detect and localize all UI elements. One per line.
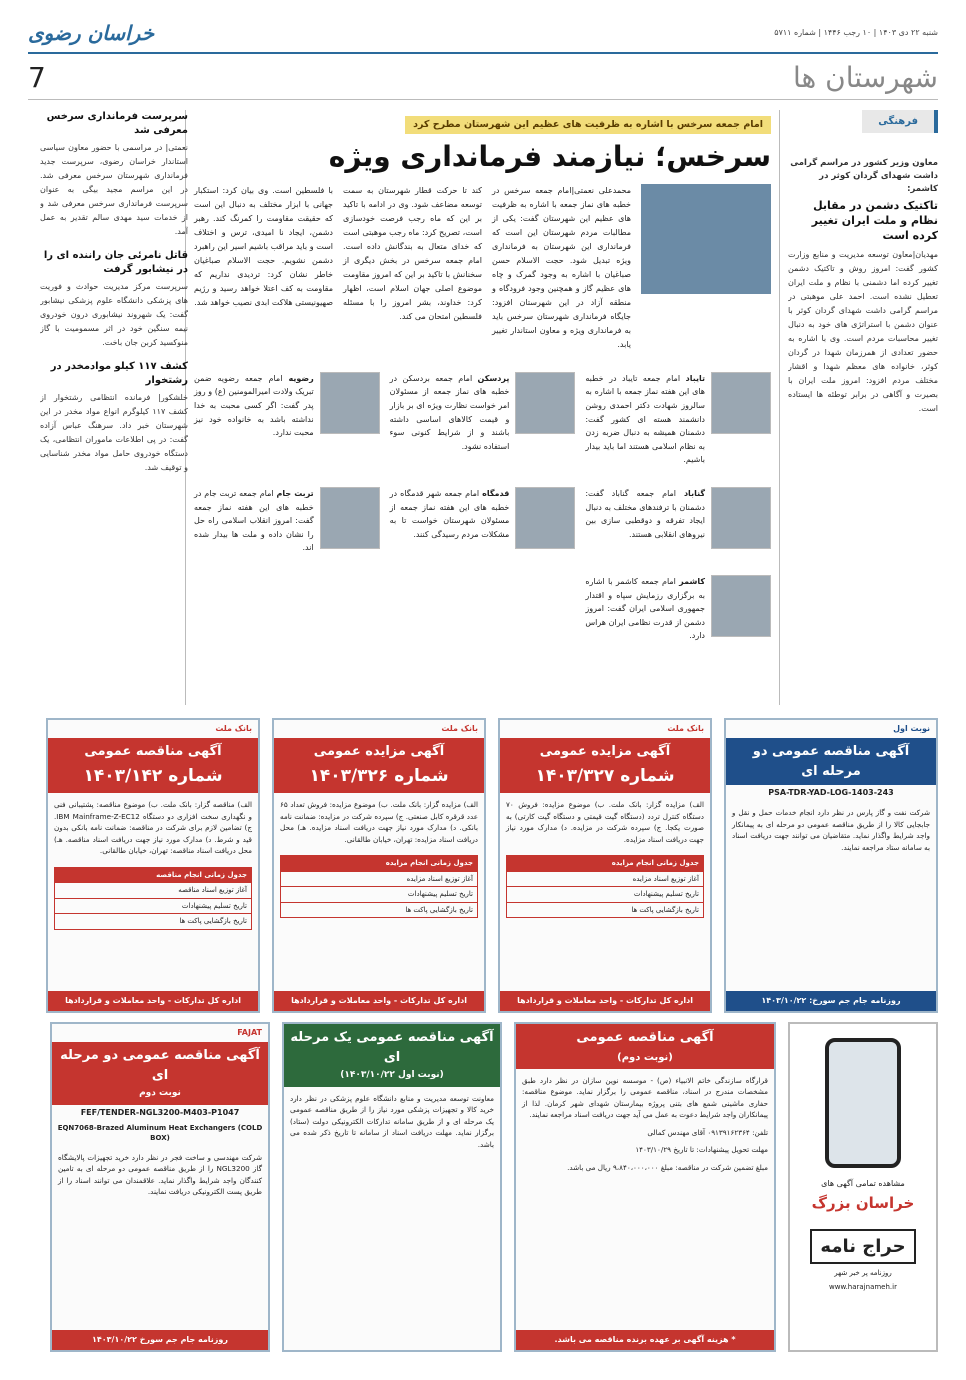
ad-label: نوبت دوم [139, 1088, 181, 1098]
mini-text: امام جمعه بردسکن در خطبه های نماز جمعه از مسئولان امر خواست نظارت ویژه ای بر بازار و قیمت کالاهای اساسی داشته باشند و از شرایط کنونی سوء استفاده نشود. [389, 373, 510, 451]
lead-text-c: با فلسطین است. وی بیان کرد: استکبار جهانی با ابزار مختلف به دنبال این است که حقیقت مقاومت را کمرنگ کند. رهبر دشمن، ایجاد نا امیدی، ترس و اختلاف است و باید مراقب باشیم اسیر این راهبرد دشمن نشویم. حجت الاسلام صباغیان خاطر نشان کرد: تردیدی نداریم که مقاومت به کف اعتلا خواهد رسید و رژیم صهیونیستی هلاکت ابدی نصیب خواهد شد. [194, 185, 333, 307]
harajnameh-logo: حراج نامه [810, 1229, 915, 1264]
ad-number: شماره ۱۴۰۳/۳۲۷ [535, 765, 675, 786]
ad-medical-tender[interactable] [282, 1022, 502, 1352]
ad-fajat-tender[interactable] [50, 1022, 270, 1352]
mini-text: امام جمعه تایباد در خطبه های این هفته نماز جمعه با اشاره به سالروز شهادت دکتر احمدی روشن دانشمند هسته ای کشور گفت: دشمنان همیشه به دنبال ضربه زدن به نظام اسلامی هستند اما باید بیدار باشیم. [585, 373, 705, 465]
cleric-photo [320, 487, 380, 549]
ad-subtitle: (نوبت اول ۱۴۰۳/۱۰/۲۲) [340, 1070, 444, 1080]
table-header: جدول زمانی انجام مناقصه [156, 870, 247, 879]
brief-body: نعمتی| در مراسمی با حضور معاون سیاسی استاندار خراسان رضوی، سرپرست جدید فرمانداری شهرستان سرخس معرفی شد. در این مراسم مجید بیگی به عنوان سرپرست فرمانداری سرخس معرفی شد و از خدمات سید مهدی سالم تقدیر به عمل آمد. [40, 143, 188, 236]
ad-khatam-tender[interactable] [514, 1022, 776, 1352]
ad-body: معاونت توسعه مدیریت و منابع دانشگاه علوم پزشکی در نظر دارد خرید کالا و تجهیزات پزشکی مورد نیاز را از طریق مناقصه عمومی یک مرحله ای و از طریق سامانه تدارکات الکترونیکی دولت (ستاد) برگزار نماید. مهلت دریافت اسناد از سامانه تا تاریخ ذکر شده می باشد. [290, 1093, 494, 1149]
ad-body: شرکت نفت و گاز پارس در نظر دارد انجام خدمات حمل و نقل و جابجایی کالا را از طریق مناقصه عمومی دو مرحله ای به پیمانکار واجد شرایط واگذار نماید. متقاضیان می توانند جهت دریافت اسناد به سامانه ستاد مراجعه نمایند. [732, 808, 930, 852]
mini-story [585, 372, 771, 467]
story-body: مهدیان|معاون توسعه مدیریت و منابع وزارت کشور گفت: امروز روش و تاکتیک دشمن تغییر کرده اما دشمنی با نظام و ملت ایران تعطیل نشده است. احمد علی موهبتی در مراسم گرامی داشت شهدای گردان کوثر با عنوان دشمن با استراتژی های خود به دنبال تغییر محاسبات مردم است. وی با اشاره به حضور تعدادی از همرزمان شهدا در گردان کوثر، خانواده های معظم شهدا و اقشار مختلف مردم افزود: امروز ملت ایران با بصیرت و آگاهی در برابر توطئه ها ایستاده است. [788, 249, 938, 413]
news-brief [40, 360, 188, 475]
ad-title: آگهی مناقصه عمومی یک مرحله ای [290, 1030, 494, 1065]
mini-text: امام جمعه گناباد گفت: دشمنان با ترفندهای مختلف به دنبال ایجاد تفرقه و دوقطبی سازی بین نیروهای انقلابی هستند. [585, 489, 705, 539]
ad-deadline: مهلت تحویل پیشنهادات: تا تاریخ ۱۴۰۳/۱۰/۲۹ [635, 1145, 768, 1155]
ad-footer: * هزینه آگهی بر عهده برنده مناقصه می باشد. [516, 1330, 774, 1350]
tender-code: FEF/TENDER-NGL3200-M403-P1047 [80, 1107, 240, 1117]
ad-footer: روزنامه جام جم سورخ ۱۴۰۳/۱۰/۲۲ [52, 1330, 268, 1350]
section-title: شهرستان ها [792, 60, 938, 94]
mini-tag: پردسکن [477, 373, 510, 383]
ad-label: (نوبت دوم) [617, 1051, 673, 1063]
mini-story [194, 372, 380, 467]
table-row: تاریخ تسلیم پیشنهادات [181, 901, 247, 910]
mini-text: امام جمعه رضویه ضمن تبریک ولادت امیرالمومنین (ع) و روز پدر گفت: اگر کسی محبت به خدا نداشته باشد به خانواده خود نیز محبت ندارد. [194, 373, 314, 438]
brief-headline[interactable]: قاتل نامرئی جان راننده ای را در نیشابور گرفت [43, 250, 188, 275]
mini-story [194, 487, 380, 555]
date-line: شنبه ۲۲ دی ۱۴۰۳ | ۱۰ رجب ۱۴۴۶ | شماره ۵۷۱۱ [774, 28, 938, 37]
table-header: جدول زمانی انجام مزایده [385, 859, 473, 868]
masthead [28, 14, 938, 54]
ad-footer: اداره کل تدارکات - واحد معاملات و قراردادها [500, 991, 710, 1011]
brief-headline[interactable]: کشف ۱۱۷ کیلو موادمخدر در رشتخوار [50, 361, 188, 386]
mini-tag: کاشمر [679, 576, 705, 586]
ads-row-bottom [40, 1022, 938, 1352]
mini-story [585, 575, 771, 643]
mini-text: امام جمعه کاشمر با اشاره به برگزاری رزمایش سپاه و اقتدار جمهوری اسلامی ایران گفت: امروز دشمن از قدرت نظامی ایران هراس دارد. [585, 576, 705, 641]
promo-website[interactable]: www.harajnameh.ir [829, 1283, 897, 1291]
table-row: آغاز توزیع اسناد مزایده [406, 874, 473, 883]
mini-tag: تایباد [685, 373, 705, 383]
company-logo: FAJAT [237, 1028, 262, 1037]
table-row: آغاز توزیع اسناد مزایده [632, 874, 699, 883]
ad-body: الف) مزایده گزار: بانک ملت. ب) موضوع مزایده: فروش تعداد ۶۵ عدد قرقره کابل صنعتی. ج) سپرده شرکت در مزایده: ضمانت نامه بانکی. د) مدارک مورد نیاز جهت دریافت اسناد مزایده. هـ) محل دریافت اسناد مزایده: تهران، خیابان طالقانی. [280, 800, 478, 844]
brief-headline[interactable]: سرپرست فرمانداری سرخس معرفی شد [46, 111, 188, 136]
category-badge: فرهنگی [862, 110, 938, 133]
newspaper-logo: خراسان رضوی [28, 21, 155, 45]
ad-mellat-tender-142[interactable] [46, 718, 260, 1013]
promo-tagline: روزنامه پر خبر شهر [834, 1268, 892, 1277]
page-number: 7 [28, 60, 46, 94]
table-row: تاریخ بازگشایی پاکت ها [405, 905, 473, 914]
ad-title: آگهی مناقصه عمومی دو مرحله ای [60, 1048, 260, 1083]
table-row: تاریخ تسلیم پیشنهادات [407, 890, 473, 899]
schedule-table [280, 855, 478, 918]
mini-story [390, 487, 576, 555]
news-brief [40, 249, 188, 350]
ad-guarantee: مبلغ تضمین شرکت در مناقصه: مبلغ ۹،۸۴۰،۰۰۰،۰۰۰ ریال می باشد. [567, 1162, 768, 1172]
mini-tag: گناباد [683, 489, 705, 498]
promo-line-1: مشاهده تمامی آگهی های [821, 1179, 905, 1188]
tender-code: PSA-TDR-YAD-LOG-1403-243 [768, 788, 894, 797]
mini-tag: قدمگاه [482, 489, 510, 498]
news-brief [40, 110, 188, 239]
ad-footer: اداره کل تدارکات - واحد معاملات و قراردادها [48, 991, 258, 1011]
cleric-photo [711, 487, 771, 549]
schedule-table [54, 867, 252, 930]
ad-body: الف) مزایده گزار: بانک ملت. ب) موضوع مزایده: فروش ۷۰ دستگاه کنترل تردد (دستگاه گیت قیمتی و دستگاه گیت کارتی) به صورت یکجا. ج) سپرده شرکت در مزایده. د) مدارک مورد نیاز جهت دریافت اسناد مزایده. [506, 800, 704, 844]
cleric-photo [515, 487, 575, 549]
lead-photo [641, 184, 771, 294]
ad-mellat-auction-327[interactable] [498, 718, 712, 1013]
bank-logo: بانک ملت [667, 724, 704, 733]
ad-title: آگهی مزایده عمومی [313, 744, 445, 759]
schedule-table [506, 855, 704, 918]
ad-body: الف) مناقصه گزار: بانک ملت. ب) موضوع مناقصه: پشتیبانی فنی و نگهداری سخت افزاری دو دستگاه IBM Mainframe-Z-EC12. ج) تضامین لازم برای شرکت در مناقصه: ضمانت نامه بانکی بدون قید و شرط. د) مدارک مورد نیاز جهت دریافت اسناد مناقصه. هـ) محل دریافت اسناد مناقصه: تهران، خیابان طالقانی. [54, 800, 252, 856]
lead-text: محمدعلی نعمتی|امام جمعه سرخس در خطبه های نماز جمعه با اشاره به ظرفیت های عظیم این شهرستان گفت: یکی از مطالبات مردم شهرستان این است که فرمانداری این شهرستان به فرمانداری ویژه تبدیل شود. حجت الاسلام حسن صباغیان با اشاره به وجود گمرک و چاه های عظیم گاز و همچنین وجود فرودگاه و منطقه آزاد در این شهرستان افزود: جایگاه فرمانداری شهرستان سرخس باید به فرمانداری ویژه و معاون استاندار تغییر یابد. [492, 185, 631, 349]
left-column [40, 110, 188, 705]
ad-body: قرارگاه سازندگی خاتم الانبیاء (ص) - موسسه نوین سازان در نظر دارد طبق مشخصات مندرج در اسناد، مناقصه عمومی را برگزار نماید. موضوع مناقصه: حفاری ماشینی شمع های بتنی پروژه بیمارستان شهدای شهر کرمان. لذا از پیمانکاران واجد شرایط دعوت به عمل می آید جهت دریافت اسناد مراجعه نمایند. [522, 1075, 768, 1120]
main-headline[interactable]: سرخس؛ نیازمند فرمانداری ویژه [328, 140, 771, 174]
ad-petroleum-tender[interactable] [724, 718, 938, 1013]
mini-story [390, 372, 576, 467]
story-intro: معاون وزیر کشور در مراسم گرامی داشت شهدای گردان کوثر در کاشمر: [790, 158, 938, 194]
ad-body: شرکت مهندسی و ساخت فجر در نظر دارد خرید تجهیزات پالایشگاه گاز NGL3200 را از طریق مناقصه عمومی دو مرحله ای به تامین کنندگان واجد شرایط واگذار نماید. علاقمندان می توانند اسناد را از طریق پست الکترونیکی دریافت نمایند. [58, 1152, 262, 1197]
ad-phone: تلفن: ۰۹۱۳۹۱۶۲۳۶۴ آقای مهندس کمالی [647, 1127, 768, 1137]
table-row: تاریخ تسلیم پیشنهادات [633, 890, 699, 899]
cleric-photo [320, 372, 380, 434]
phone-mockup [825, 1038, 901, 1168]
lead-block [194, 184, 771, 352]
table-row: آغاز توزیع اسناد مناقصه [178, 886, 247, 895]
ad-title: آگهی مناقصه عمومی دو مرحله ای [752, 744, 910, 779]
main-story [185, 110, 780, 705]
mini-text: امام جمعه شهر قدمگاه در خطبه های این هفته نماز جمعه از مسئولان شهرستان خواست تا به مشکلات مردم رسیدگی کنند. [389, 489, 510, 539]
ad-number: شماره ۱۴۰۳/۳۲۶ [309, 765, 449, 786]
story-headline[interactable]: تاکتیک دشمن در مقابل نظام و ملت ایران تغییر کرده است [811, 199, 938, 242]
cleric-photo [711, 575, 771, 637]
table-row: تاریخ بازگشایی پاکت ها [179, 917, 247, 926]
friday-prayers-grid [194, 362, 771, 643]
table-header: جدول زمانی انجام مزایده [611, 859, 699, 868]
ad-footer: اداره کل تدارکات - واحد معاملات و قراردادها [274, 991, 484, 1011]
lead-text-b: کند تا حرکت قطار شهرستان به سمت توسعه مضاعف شود. وی در ادامه با تاکید بر این که ماه رجب فرصت خودسازی است، تصریح کرد: ماه رجب موهبتی است که خدای متعال به بندگانش داده است. امام جمعه سرخس در بخش دیگری از سخنانش با تاکید بر این که امروز مقاومت موضوع اصلی جهان اسلام است، اظهار کرد: خداوند، بشر امروز را با مسئله فلسطین امتحان می کند. [343, 185, 482, 321]
ad-title: آگهی مناقصه عمومی [576, 1030, 714, 1045]
cleric-photo [711, 372, 771, 434]
promo-region: خراسان بزرگ [811, 1194, 915, 1212]
bank-logo: بانک ملت [441, 724, 478, 733]
cleric-photo [515, 372, 575, 434]
main-kicker: امام جمعه سرخس با اشاره به ظرفیت های عظیم این شهرستان مطرح کرد [405, 116, 771, 134]
table-row: تاریخ بازگشایی پاکت ها [631, 905, 699, 914]
mini-text: امام جمعه تربت جام در خطبه های این هفته نماز جمعه گفت: امروز انقلاب اسلامی راه حل را نشان داده و ملت ها بیدار شده اند. [194, 489, 314, 553]
section-header [28, 56, 938, 100]
ad-footer: روزنامه جام جم سورخ: ۱۴۰۳/۱۰/۲۲ [726, 991, 936, 1011]
ad-mellat-auction-326[interactable] [272, 718, 486, 1013]
ad-harajnameh-promo[interactable] [788, 1022, 938, 1352]
mini-story [585, 487, 771, 555]
ad-number: شماره ۱۴۰۳/۱۴۲ [83, 765, 223, 786]
right-column [788, 110, 938, 705]
brief-body: سرپرست مرکز مدیریت حوادث و فوریت های پزشکی دانشگاه علوم پزشکی نیشابور گفت: یک شهروند نیشابوری درون خودروی نیمه سنگین خود در اثر مسمومیت با گاز منوکسید کربن جان باخت. [40, 282, 188, 347]
ad-title: آگهی مزایده عمومی [539, 744, 671, 759]
mini-tag: تربت جام [276, 489, 314, 498]
brief-body: خلشکور| فرمانده انتظامی رشتخوار از کشف ۱۱۷ کیلوگرم انواع مواد مخدر در این شهرستان خبر داد. سرهنگ عباس آزاده گفت: در پی اطلاعات ماموران انتظامی، یک دستگاه خودروی حامل مواد مخدر شناسایی و توقیف شد. [40, 393, 188, 472]
ads-row-top [40, 718, 938, 1013]
mini-tag: رضویه [288, 373, 314, 383]
ad-title: آگهی مناقصه عمومی [84, 744, 222, 759]
ad-label: نوبت اول [893, 724, 930, 733]
tender-item: EQN7068-Brazed Aluminum Heat Exchangers (COLD BOX) [57, 1123, 263, 1142]
bank-logo: بانک ملت [215, 724, 252, 733]
